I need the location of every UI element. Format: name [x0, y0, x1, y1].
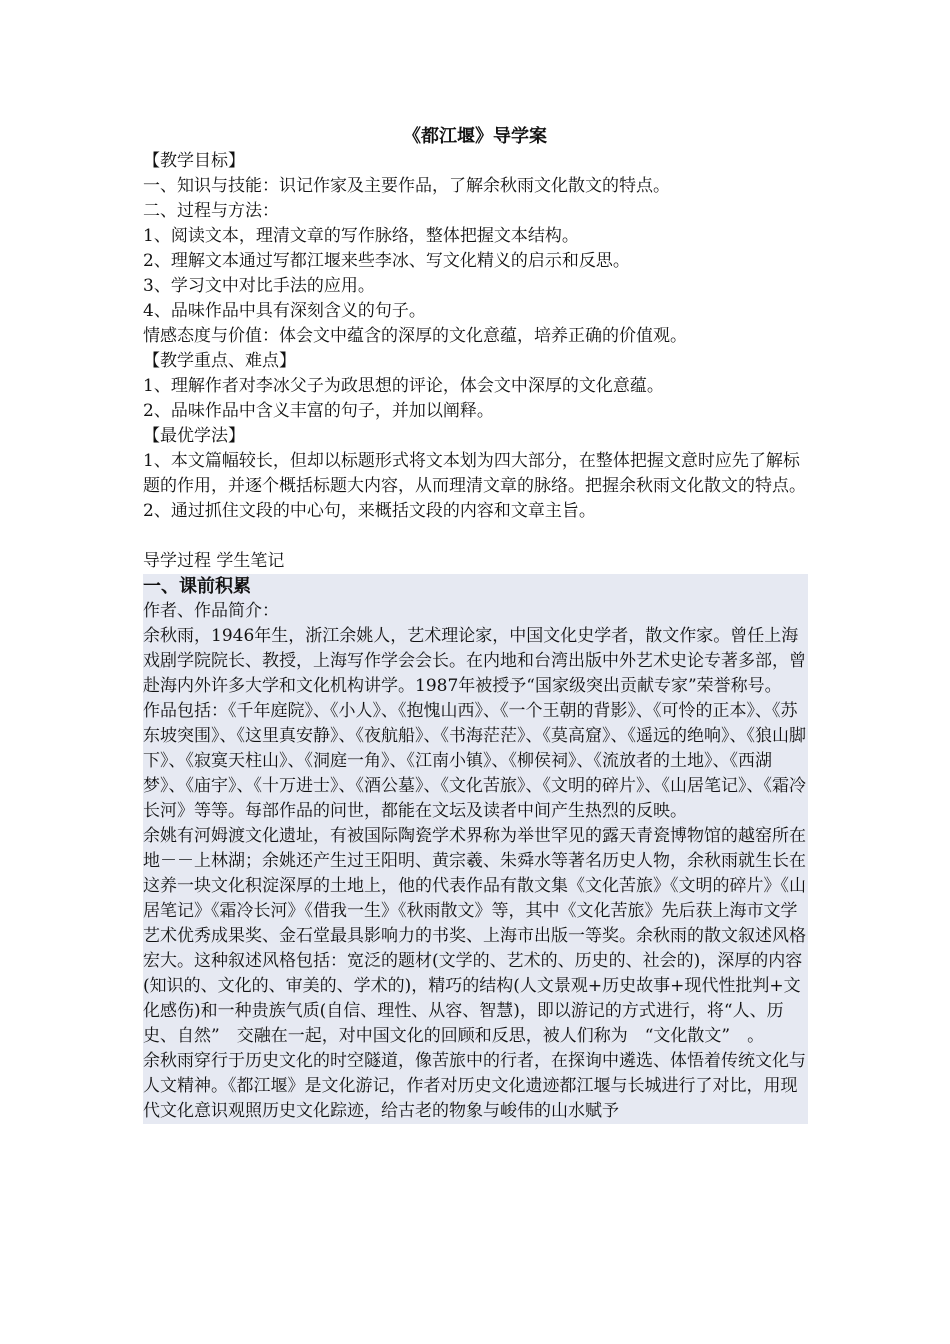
body-paragraph: 作品包括：《千年庭院》、《小人》、《抱愧山西》、《一个王朝的背影》、《可怜的正本》、《苏东坡突围》、《这里真安静》、《夜航船》、《书海茫茫》、《莫高窟》、《遥远的绝响》、《狼山脚下》、《寂寞天柱山》、《洞庭一角》、《江南小镇》、《柳侯祠》、《流放者的土地》、《西湖梦》、《庙宇》、《十万进士》、《酒公墓》、《文化苦旅》、《文明的碎片》、《山居笔记》、《霜冷长河》等等。每部作品的问世，都能在文坛及读者中间产生热烈的反映。 — [143, 699, 808, 824]
blank-line — [143, 524, 808, 549]
process-heading: 导学过程 学生笔记 — [143, 551, 285, 571]
body-paragraph: 余姚有河姆渡文化遗址，有被国际陶瓷学术界称为举世罕见的露天青瓷博物馆的越窑所在地－－上林湖；余姚还产生过王阳明、黄宗羲、朱舜水等著名历史人物，余秋雨就生长在这养一块文化积淀深厚的土地上，他的代表作品有散文集《文化苦旅》《文明的碎片》《山居笔记》《霜冷长河》《借我一生》《秋雨散文》等，其中《文化苦旅》先后获上海市文学艺术优秀成果奖、金石堂最具影响力的书奖、上海市出版一等奖。余秋雨的散文叙述风格宏大。这种叙述风格包括：宽泛的题材(文学的、艺术的、历史的、社会的)，深厚的内容(知识的、文化的、审美的、学术的)，精巧的结构(人文景观+历史故事+现代性批判+文化感伤)和一种贵族气质(自信、理性、从容、智慧)，即以游记的方式进行，将“人、历史、自然” 交融在一起，对中国文化的回顾和反思，被人们称为 “文化散文” 。 — [143, 824, 808, 1049]
objectives-heading: 【教学目标】 — [143, 151, 245, 171]
methods-heading: 【最优学法】 — [143, 426, 245, 446]
author-intro-label: 作者、作品简介： — [143, 599, 808, 624]
objective-item: 3、学习文中对比手法的应用。 — [143, 276, 375, 296]
objective-item: 4、品味作品中具有深刻含义的句子。 — [143, 301, 426, 321]
body-paragraph: 余秋雨，1946年生，浙江余姚人，艺术理论家，中国文化史学者，散文作家。曾任上海戏剧学院院长、教授，上海写作学会会长。在内地和台湾出版中外艺术史论专著多部，曾赴海内外许多大学和文化机构讲学。1987年被授予“国家级突出贡献专家”荣誉称号。 — [143, 624, 808, 699]
document-title: 《都江堰》导学案 — [403, 126, 547, 147]
objective-item: 1、阅读文本，理清文章的写作脉络，整体把握文本结构。 — [143, 226, 579, 246]
objective-item: 2、理解文本通过写都江堰来些李冰、写文化精义的启示和反思。 — [143, 251, 630, 271]
objective-item: 一、知识与技能：识记作家及主要作品，了解余秋雨文化散文的特点。 — [143, 176, 670, 196]
key-point-item: 1、理解作者对李冰父子为政思想的评论，体会文中深厚的文化意蕴。 — [143, 376, 664, 396]
body-paragraph: 余秋雨穿行于历史文化的时空隧道，像苦旅中的行者，在探询中遴选、体悟着传统文化与人文精神。《都江堰》是文化游记，作者对历史文化遗迹都江堰与长城进行了对比，用现代文化意识观照历史文化踪迹，给古老的物象与峻伟的山水赋予 — [143, 1049, 808, 1124]
section-heading: 一、课前积累 — [143, 574, 808, 599]
objective-item: 情感态度与价值：体会文中蕴含的深厚的文化意蕴，培养正确的价值观。 — [143, 326, 687, 346]
method-item: 1、本文篇幅较长，但却以标题形式将文本划为四大部分，在整体把握文意时应先了解标题的作用，并逐个概括标题大内容，从而理清文章的脉络。把握余秋雨文化散文的特点。 — [143, 451, 806, 496]
document-body — [143, 149, 808, 1124]
key-points-heading: 【教学重点、难点】 — [143, 351, 296, 371]
key-point-item: 2、品味作品中含义丰富的句子，并加以阐释。 — [143, 401, 494, 421]
objective-item: 二、过程与方法： — [143, 201, 279, 221]
method-item: 2、通过抓住文段的中心句，来概括文段的内容和文章主旨。 — [143, 501, 596, 521]
